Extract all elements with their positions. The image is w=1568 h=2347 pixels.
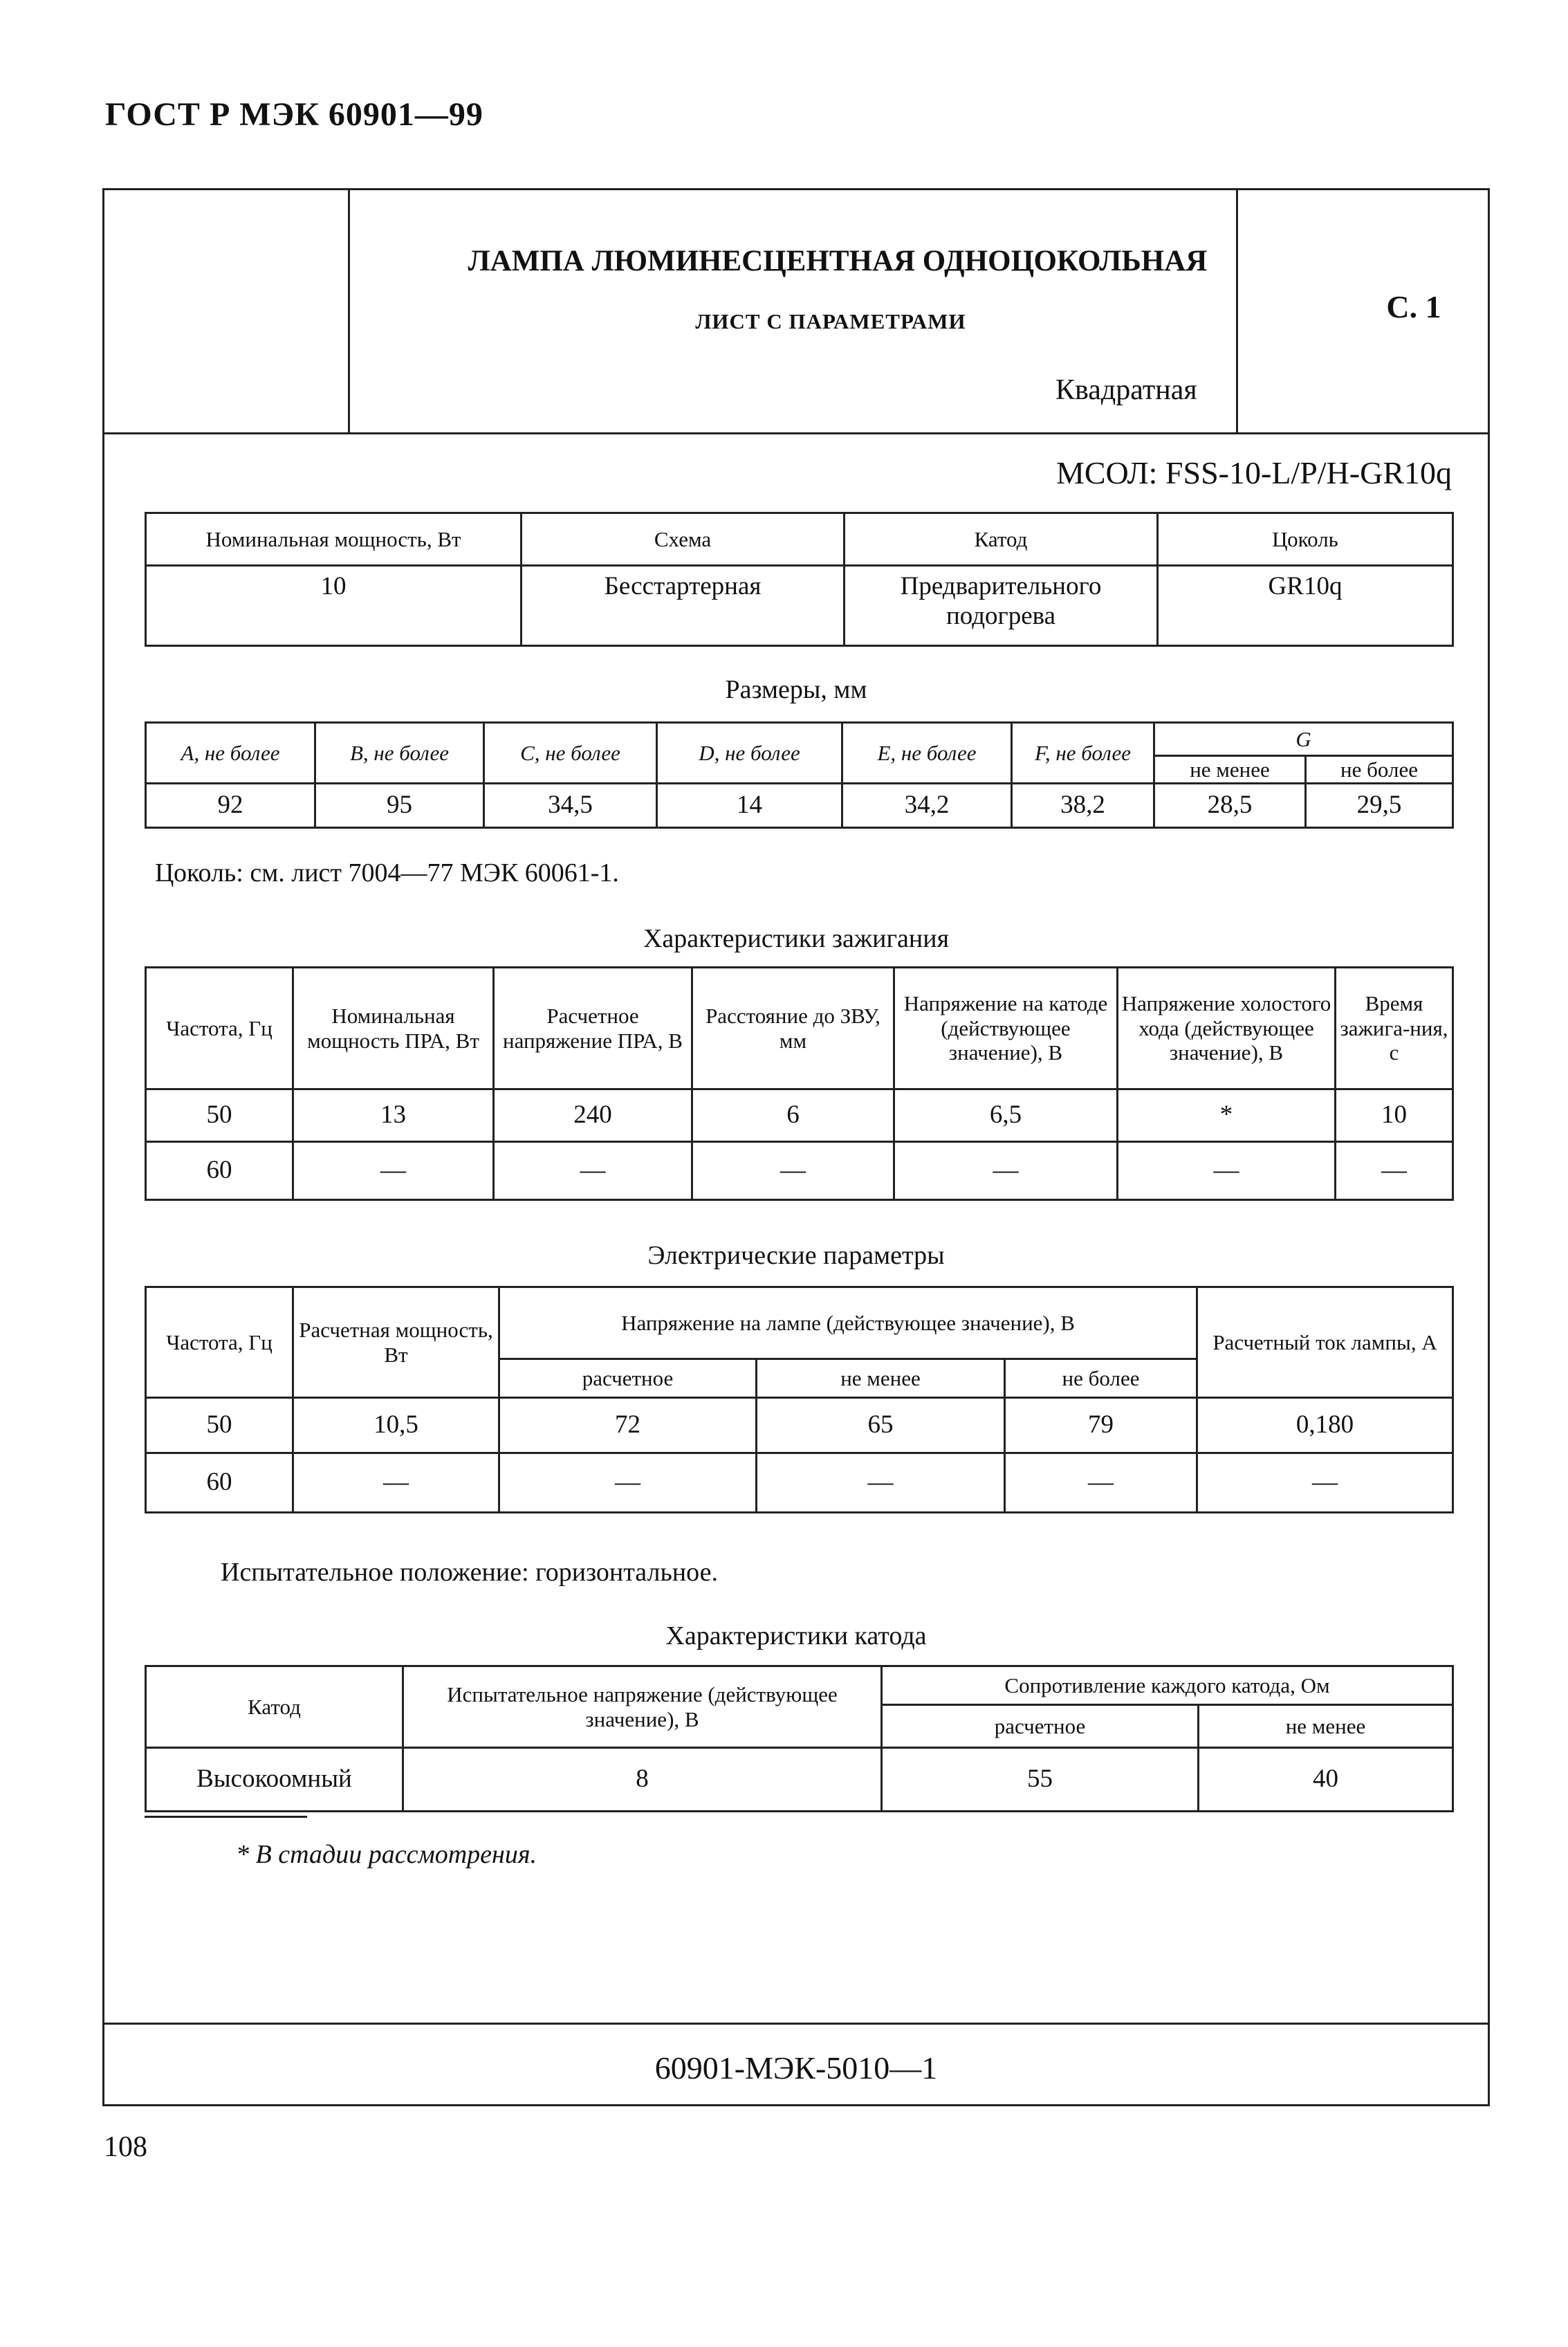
subheader-cell: не менее xyxy=(757,1359,1005,1398)
general-table xyxy=(145,512,1454,647)
cathode-table xyxy=(145,1665,1454,1812)
table-cell: — xyxy=(293,1453,499,1513)
table-cell: 29,5 xyxy=(1306,784,1453,828)
sheet-page-label: С. 1 xyxy=(1386,289,1441,324)
electrical-caption: Электрические параметры xyxy=(647,1241,945,1270)
table-cell: — xyxy=(1005,1453,1197,1513)
table-cell: — xyxy=(1197,1453,1453,1513)
header-cell: E, не более xyxy=(842,723,1012,784)
table-cell: 10,5 xyxy=(293,1398,499,1453)
header-cell: G xyxy=(1154,723,1453,756)
header-cell: Расчетное напряжение ПРА, В xyxy=(494,968,692,1089)
electrical-table xyxy=(145,1286,1454,1513)
subheader-cell: расчетное xyxy=(882,1705,1199,1748)
lamp-shape: Квадратная xyxy=(1055,374,1197,406)
table-cell: 13 xyxy=(293,1089,494,1142)
header-cell: Частота, Гц xyxy=(146,968,293,1089)
header-cell: Сопротивление каждого катода, Ом xyxy=(882,1666,1453,1705)
table-row xyxy=(146,1398,1453,1453)
table-row xyxy=(146,1453,1453,1513)
table-cell: 50 xyxy=(146,1398,293,1453)
table-cell: 0,180 xyxy=(1197,1398,1453,1453)
header-cell: Цоколь xyxy=(1158,513,1453,566)
msol-designation: МСОЛ: FSS-10-L/P/H-GR10q xyxy=(1055,455,1452,490)
footer-divider xyxy=(104,2023,1488,2025)
header-cell: Напряжение на катоде (действующее значение), В xyxy=(894,968,1118,1089)
header-cell: Номинальная мощность ПРА, Вт xyxy=(293,968,494,1089)
table-header-row xyxy=(146,723,1453,756)
header-cell: Расчетный ток лампы, А xyxy=(1197,1287,1453,1398)
header-cell: Схема xyxy=(522,513,845,566)
table-cell: 95 xyxy=(315,784,484,828)
table-cell: 8 xyxy=(403,1748,882,1812)
table-cell: — xyxy=(894,1142,1118,1200)
table-cell: 10 xyxy=(1336,1089,1453,1142)
table-cell: Высокоомный xyxy=(146,1748,403,1812)
sheet-subtitle: ЛИСТ С ПАРАМЕТРАМИ xyxy=(695,309,966,333)
table-cell: 79 xyxy=(1005,1398,1197,1453)
header-cell: Расчетная мощность, Вт xyxy=(293,1287,499,1398)
table-cell: 6 xyxy=(692,1089,894,1142)
table-cell: — xyxy=(293,1142,494,1200)
header-cell: Катод xyxy=(845,513,1158,566)
header-cell: Напряжение на лампе (действующее значение), В xyxy=(499,1287,1197,1359)
header-cell: F, не более xyxy=(1012,723,1154,784)
dimensions-table xyxy=(145,721,1454,829)
footnote-divider xyxy=(145,1816,307,1818)
table-cell: 6,5 xyxy=(894,1089,1118,1142)
ignition-table xyxy=(145,966,1454,1201)
base-note: Цоколь: см. лист 7004—77 МЭК 60061-1. xyxy=(155,858,619,887)
table-row xyxy=(146,566,1453,646)
header-cell: Время зажига-ния, с xyxy=(1336,968,1453,1089)
table-cell: 34,5 xyxy=(484,784,657,828)
table-cell: Предварительного подогрева xyxy=(845,566,1158,646)
table-cell: 38,2 xyxy=(1012,784,1154,828)
table-cell: * xyxy=(1118,1089,1336,1142)
header-cell: C, не более xyxy=(484,723,657,784)
parameter-sheet-frame xyxy=(102,188,1490,2106)
table-cell: — xyxy=(494,1142,692,1200)
table-row xyxy=(146,1748,1453,1812)
document-title: ГОСТ Р МЭК 60901—99 xyxy=(105,96,483,133)
table-cell: 14 xyxy=(657,784,842,828)
table-cell: — xyxy=(1118,1142,1336,1200)
subheader-cell: не менее xyxy=(1199,1705,1453,1748)
table-cell: 240 xyxy=(494,1089,692,1142)
test-position-note: Испытательное положение: горизонтальное. xyxy=(221,1558,718,1587)
header-cell: A, не более xyxy=(146,723,315,784)
table-cell: 34,2 xyxy=(842,784,1012,828)
table-cell: — xyxy=(692,1142,894,1200)
footnote: * В стадии рассмотрения. xyxy=(236,1840,537,1869)
table-cell: 60 xyxy=(146,1453,293,1513)
sheet-code: 60901-МЭК-5010—1 xyxy=(654,2050,938,2086)
subheader-cell: расчетное xyxy=(499,1359,757,1398)
table-cell: 65 xyxy=(757,1398,1005,1453)
header-cell: Катод xyxy=(146,1666,403,1748)
table-cell: 60 xyxy=(146,1142,293,1200)
header-cell: Испытательное напряжение (действующее значение), В xyxy=(403,1666,882,1748)
table-cell: 28,5 xyxy=(1154,784,1306,828)
sheet-header xyxy=(104,190,1488,434)
table-cell: — xyxy=(757,1453,1005,1513)
table-cell: 10 xyxy=(146,566,522,646)
table-cell: 92 xyxy=(146,784,315,828)
subheader-cell: не менее xyxy=(1154,756,1306,784)
table-cell: 55 xyxy=(882,1748,1199,1812)
dimensions-caption: Размеры, мм xyxy=(725,675,867,704)
table-cell: Бесстартерная xyxy=(522,566,845,646)
table-row xyxy=(146,1089,1453,1142)
header-cell: D, не более xyxy=(657,723,842,784)
page-number: 108 xyxy=(104,2131,147,2163)
header-cell: B, не более xyxy=(315,723,484,784)
subheader-cell: не более xyxy=(1306,756,1453,784)
ignition-caption: Характеристики зажигания xyxy=(643,924,950,953)
table-header-row xyxy=(146,1287,1453,1359)
header-cell: Номинальная мощность, Вт xyxy=(146,513,522,566)
header-cell: Напряжение холостого хода (действующее значение), В xyxy=(1118,968,1336,1089)
table-header-row xyxy=(146,513,1453,566)
table-row xyxy=(146,784,1453,828)
table-cell: — xyxy=(1336,1142,1453,1200)
table-cell: GR10q xyxy=(1158,566,1453,646)
sheet-main-title: ЛАМПА ЛЮМИНЕСЦЕНТНАЯ ОДНОЦОКОЛЬНАЯ xyxy=(468,245,1208,277)
table-cell: 50 xyxy=(146,1089,293,1142)
cathode-caption: Характеристики катода xyxy=(665,1621,927,1650)
header-cell: Расстояние до ЗВУ, мм xyxy=(692,968,894,1089)
header-cell: Частота, Гц xyxy=(146,1287,293,1398)
table-row xyxy=(146,1142,1453,1200)
table-header-row xyxy=(146,1666,1453,1705)
table-cell: 72 xyxy=(499,1398,757,1453)
table-cell: 40 xyxy=(1199,1748,1453,1812)
table-header-row xyxy=(146,968,1453,1089)
subheader-cell: не более xyxy=(1005,1359,1197,1398)
table-cell: — xyxy=(499,1453,757,1513)
